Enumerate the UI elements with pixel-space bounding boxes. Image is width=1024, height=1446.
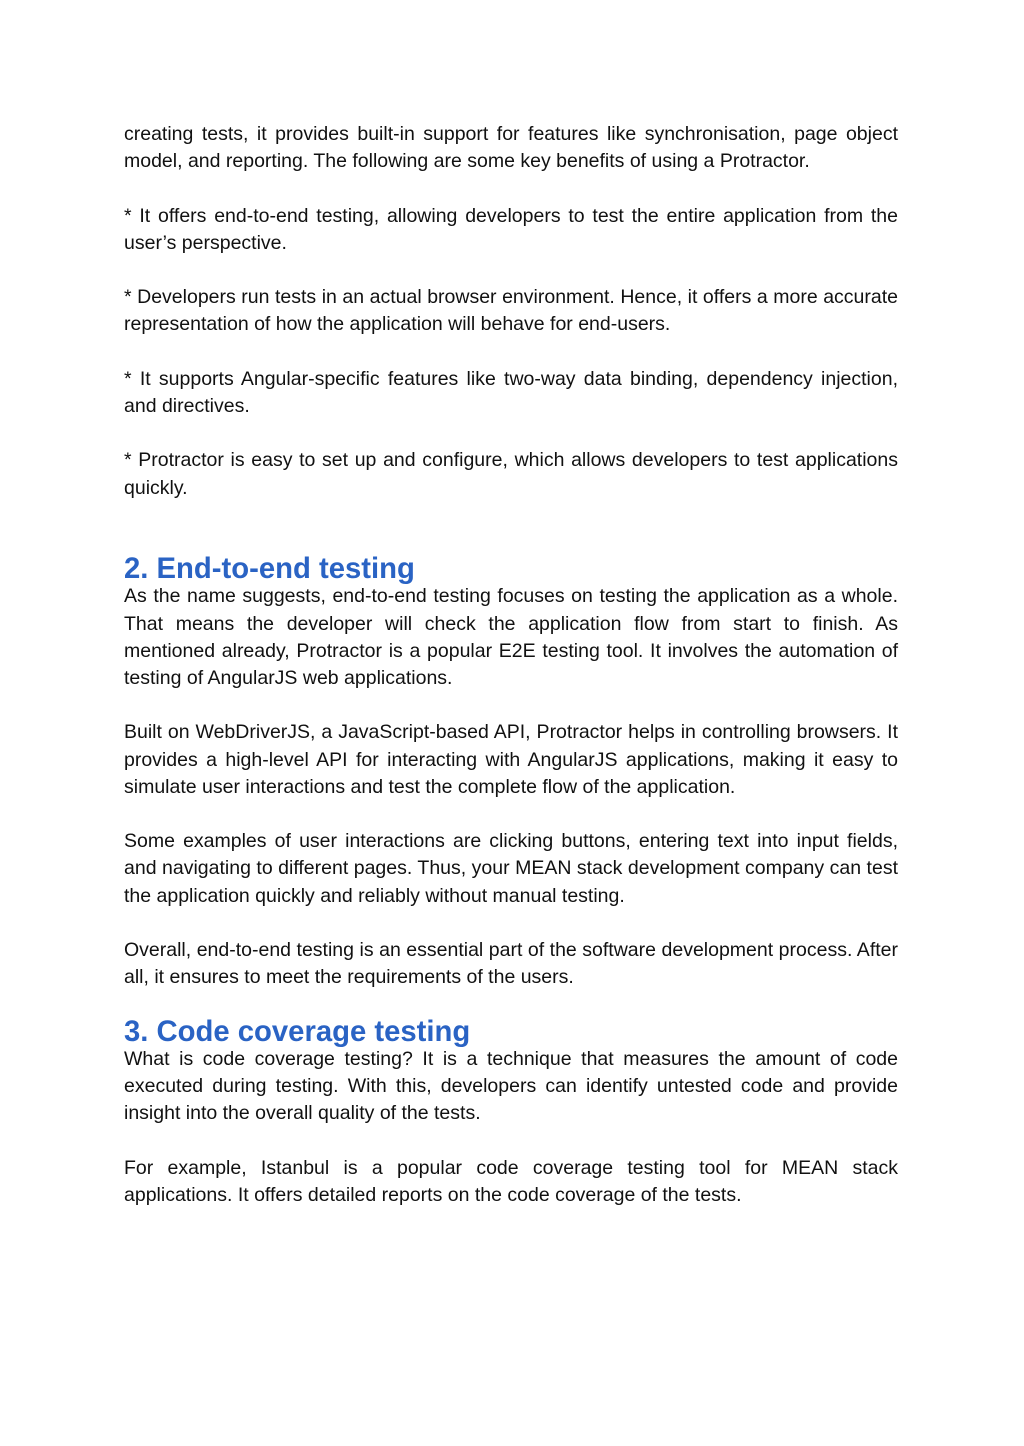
section-heading: 3. Code coverage testing [124,1015,471,1048]
section-heading: 2. End-to-end testing [124,553,415,586]
section-paragraph: For example, Istanbul is a popular code coverage testing tool for MEAN stack applications. It offers detailed reports on the code coverage of the tests. [124,1156,898,1206]
section-paragraph: As the name suggests, end-to-end testing focuses on testing the application as a whole. That means the developer will check the application flow from start to finish. As mentioned already, Protractor is a popular E2E testing tool. It involves the automation of testing of AngularJS web applications. [124,585,898,689]
benefit-bullet: * Protractor is easy to set up and configure, which allows developers to test applications quickly. [124,449,898,499]
intro-paragraph: creating tests, it provides built-in support for features like synchronisation, page object model, and reporting. The following are some key benefits of using a Protractor. [124,123,898,173]
benefit-bullet: * It offers end-to-end testing, allowing developers to test the entire application from the user’s perspective. [124,204,898,254]
section-paragraph: Overall, end-to-end testing is an essential part of the software development process. After all, it ensures to meet the requirements of the users. [124,938,898,989]
section-end-to-end-testing [124,553,898,991]
section-spacer [124,529,898,556]
section-paragraph: Built on WebDriverJS, a JavaScript-based API, Protractor helps in controlling browsers. It provides a high-level API for interacting with AngularJS applications, making it easy to simulate user interactions and test the complete flow of the application. [124,721,898,798]
benefit-bullet: * It supports Angular-specific features like two-way data binding, dependency injection, and directives. [124,367,898,417]
section-code-coverage-testing [124,1015,898,1209]
document-page [124,121,898,1209]
benefit-bullet: * Developers run tests in an actual browser environment. Hence, it offers a more accurate representation of how the application will behave for end-users. [124,286,898,336]
section-paragraph: Some examples of user interactions are clicking buttons, entering text into input fields, and navigating to different pages. Thus, your MEAN stack development company can test the application quickly and reliably without manual testing. [124,830,898,907]
section-paragraph: What is code coverage testing? It is a technique that measures the amount of code executed during testing. With this, developers can identify untested code and provide insight into the overall quality of the tests. [124,1047,898,1125]
